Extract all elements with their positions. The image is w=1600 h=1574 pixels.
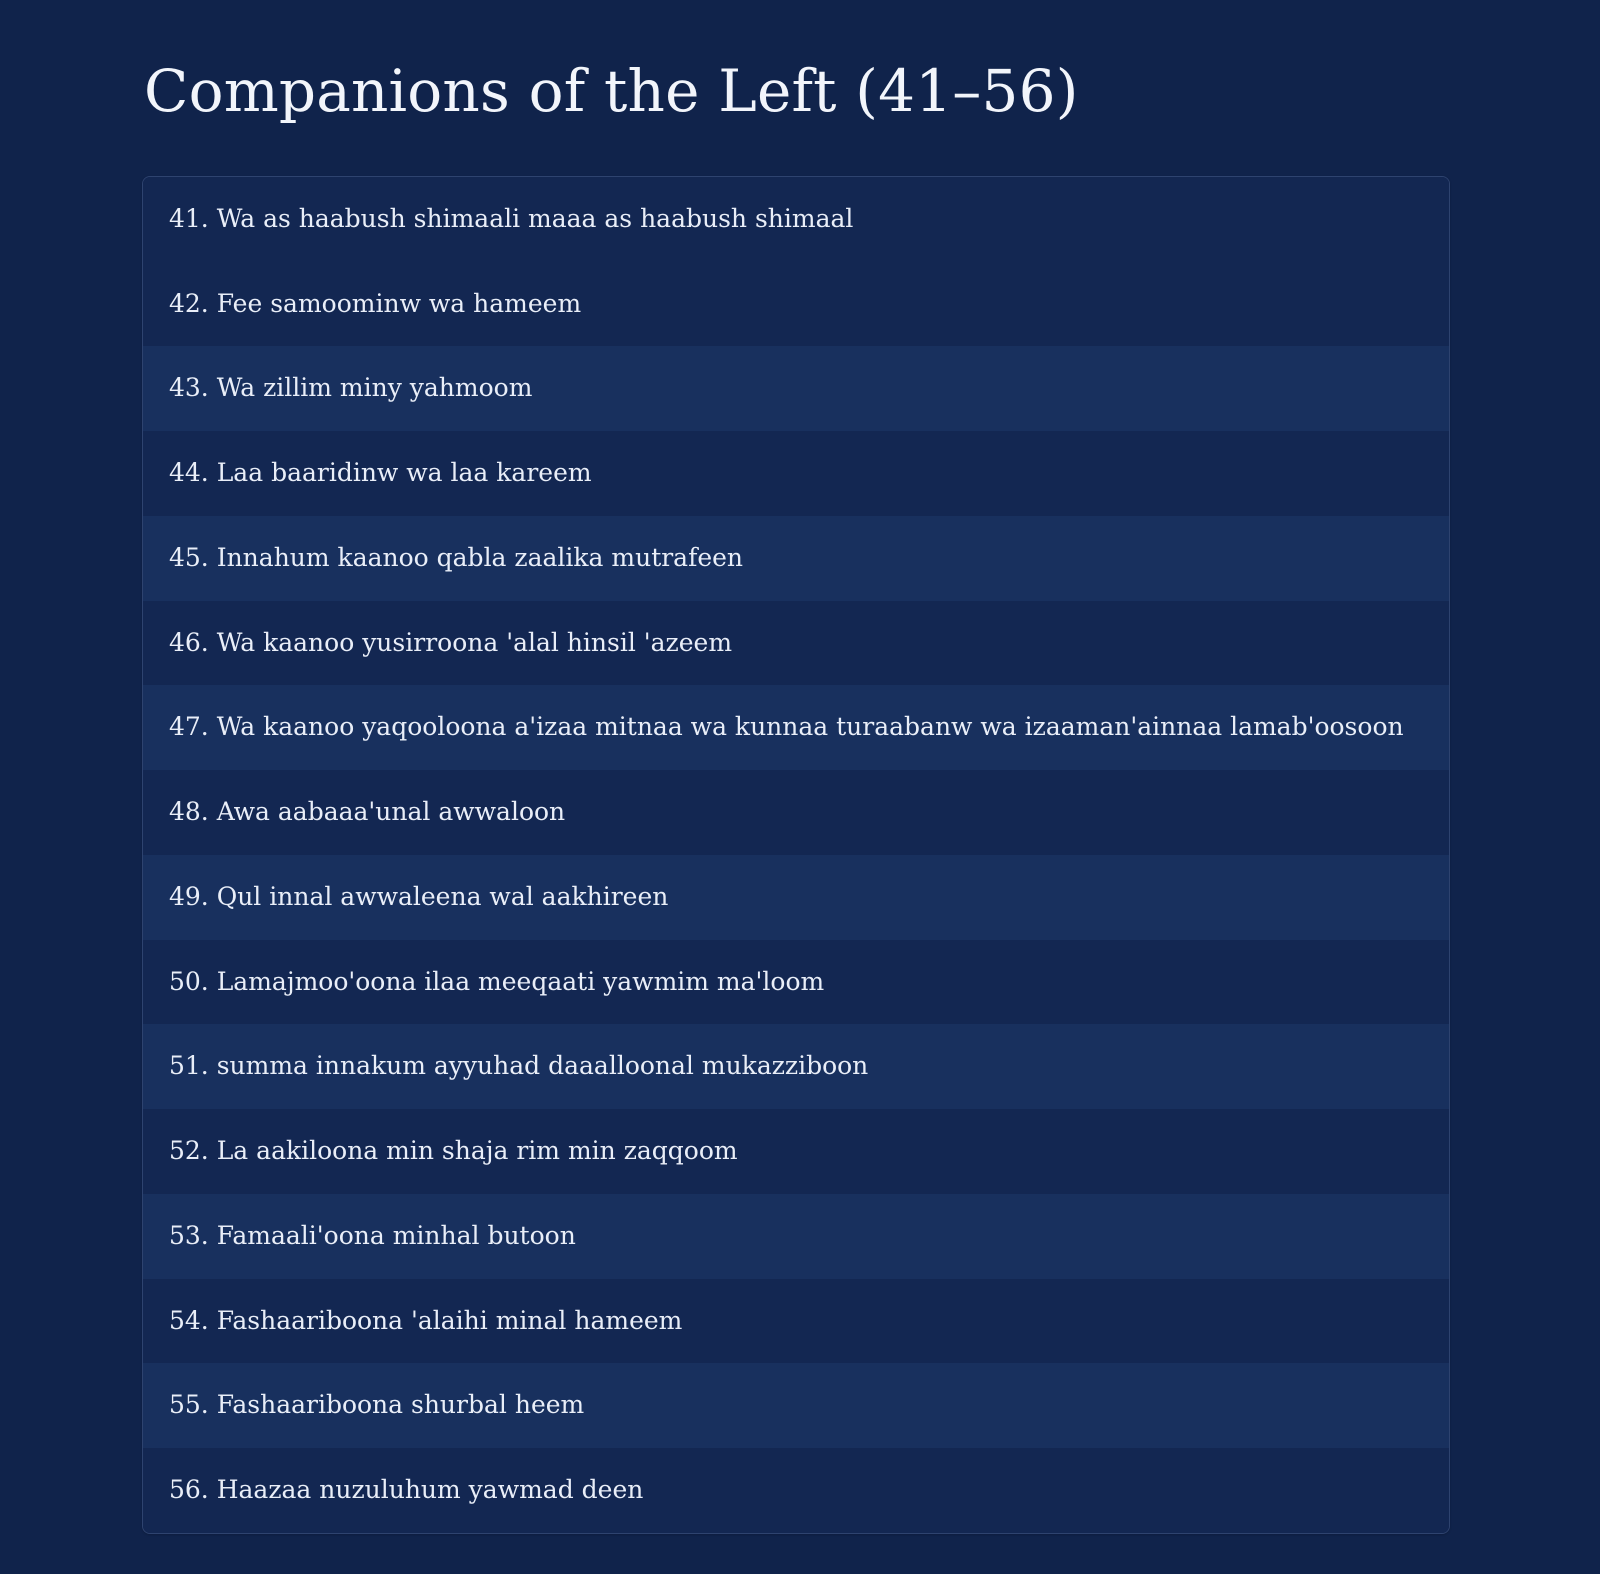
list-item: 45. Innahum kaanoo qabla zaalika mutrafeen xyxy=(143,516,1449,601)
list-item: 48. Awa aabaaa'unal awwaloon xyxy=(143,770,1449,855)
list-item: 47. Wa kaanoo yaqooloona a'izaa mitnaa wa kunnaa turaabanw wa izaaman'ainnaa lamab'oosoon xyxy=(143,685,1449,770)
list-item: 53. Famaali'oona minhal butoon xyxy=(143,1194,1449,1279)
list-item: 42. Fee samoominw wa hameem xyxy=(143,262,1449,347)
list-item: 41. Wa as haabush shimaali maaa as haabush shimaal xyxy=(143,177,1449,262)
list-item: 46. Wa kaanoo yusirroona 'alal hinsil 'azeem xyxy=(143,601,1449,686)
list-item: 52. La aakiloona min shaja rim min zaqqoom xyxy=(143,1109,1449,1194)
verse-list xyxy=(142,176,1450,1534)
list-item: 49. Qul innal awwaleena wal aakhireen xyxy=(143,855,1449,940)
page-title: Companions of the Left (41–56) xyxy=(144,57,1079,125)
list-item: 56. Haazaa nuzuluhum yawmad deen xyxy=(143,1448,1449,1533)
list-item: 43. Wa zillim miny yahmoom xyxy=(143,346,1449,431)
list-item: 55. Fashaariboona shurbal heem xyxy=(143,1363,1449,1448)
list-item: 51. summa innakum ayyuhad daaalloonal mukazziboon xyxy=(143,1024,1449,1109)
list-item: 44. Laa baaridinw wa laa kareem xyxy=(143,431,1449,516)
list-item: 50. Lamajmoo'oona ilaa meeqaati yawmim ma'loom xyxy=(143,940,1449,1025)
list-item: 54. Fashaariboona 'alaihi minal hameem xyxy=(143,1279,1449,1364)
